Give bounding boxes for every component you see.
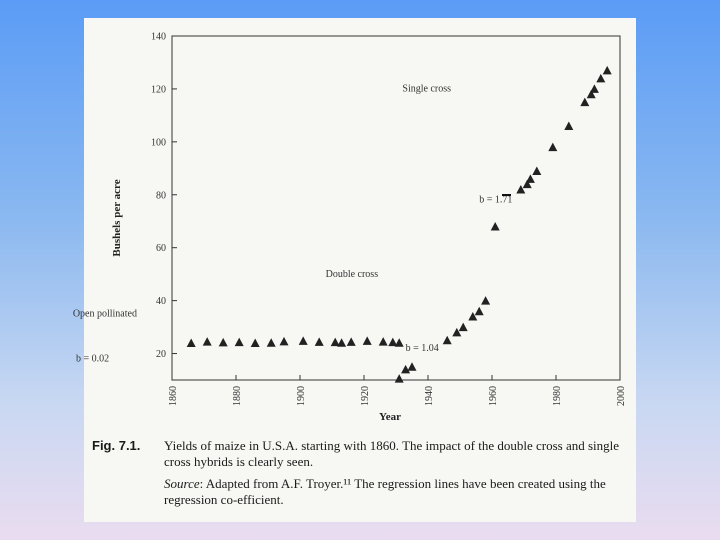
caption-text: Yields of maize in U.S.A. starting with 1860. The impact of the double cross and single cross hybrids is clearly seen. bbox=[164, 438, 620, 469]
data-point bbox=[459, 323, 468, 332]
y-tick-label: 80 bbox=[156, 190, 166, 202]
annotation-label: b = 0.02 bbox=[76, 353, 110, 365]
data-point bbox=[315, 337, 324, 346]
data-markers bbox=[187, 66, 612, 383]
y-tick-label: 20 bbox=[156, 349, 166, 361]
yield-chart bbox=[72, 18, 636, 438]
annotations bbox=[73, 84, 513, 365]
data-point bbox=[203, 337, 212, 346]
data-point bbox=[379, 337, 388, 346]
x-tick-label: 2000 bbox=[616, 386, 627, 406]
data-point bbox=[337, 338, 346, 347]
data-point bbox=[363, 336, 372, 345]
y-tick-label: 60 bbox=[156, 243, 166, 255]
data-point bbox=[590, 84, 599, 93]
data-point bbox=[548, 143, 557, 152]
plot-frame bbox=[172, 36, 620, 380]
y-tick-label: 100 bbox=[151, 137, 166, 149]
y-tick-label: 140 bbox=[151, 31, 166, 43]
data-point bbox=[219, 338, 228, 347]
y-axis-title: Bushels per acre bbox=[111, 179, 123, 257]
tick-marks bbox=[172, 36, 620, 380]
caption-label: Fig. 7.1. bbox=[92, 438, 141, 453]
x-tick-label: 1900 bbox=[296, 386, 307, 406]
y-tick-label: 40 bbox=[156, 296, 166, 308]
data-point bbox=[408, 362, 417, 371]
x-tick-label: 1880 bbox=[232, 386, 243, 406]
annotation-label: Open pollinated bbox=[72, 308, 137, 320]
plot-border bbox=[172, 36, 620, 380]
document-page bbox=[72, 18, 636, 522]
source-text: : Adapted from A.F. Troyer.¹¹ The regression lines have been created using the regression co-efficient. bbox=[164, 476, 606, 507]
data-point bbox=[347, 337, 356, 346]
x-tick-label: 1960 bbox=[488, 386, 499, 406]
data-point bbox=[596, 74, 605, 83]
data-point bbox=[564, 121, 573, 130]
data-point bbox=[187, 338, 196, 347]
data-point bbox=[235, 338, 244, 347]
data-point bbox=[395, 374, 404, 383]
x-tick-label: 1980 bbox=[552, 386, 563, 406]
data-point bbox=[251, 338, 260, 347]
data-point bbox=[491, 222, 500, 231]
figure-caption bbox=[92, 438, 628, 508]
annotation-label: Double cross bbox=[325, 268, 379, 280]
data-point bbox=[532, 166, 541, 175]
data-point bbox=[475, 307, 484, 316]
data-point bbox=[580, 98, 589, 107]
annotation-label: b = 1.71 bbox=[479, 194, 513, 206]
y-tick-label: 120 bbox=[151, 84, 166, 96]
x-axis-title: Year bbox=[379, 411, 401, 423]
data-point bbox=[395, 338, 404, 347]
x-tick-label: 1860 bbox=[168, 386, 179, 406]
data-point bbox=[267, 338, 276, 347]
x-tick-label: 1920 bbox=[360, 386, 371, 406]
annotation-label: Single cross bbox=[402, 83, 452, 95]
data-point bbox=[603, 66, 612, 75]
data-point bbox=[299, 336, 308, 345]
x-tick-label: 1940 bbox=[424, 386, 435, 406]
caption-source bbox=[164, 476, 628, 508]
source-label: Source bbox=[164, 476, 200, 491]
data-point bbox=[481, 296, 490, 305]
tick-labels bbox=[151, 32, 627, 407]
data-point bbox=[280, 337, 289, 346]
data-point bbox=[443, 336, 452, 345]
data-point bbox=[526, 174, 535, 183]
annotation-label: b = 1.04 bbox=[405, 342, 439, 354]
